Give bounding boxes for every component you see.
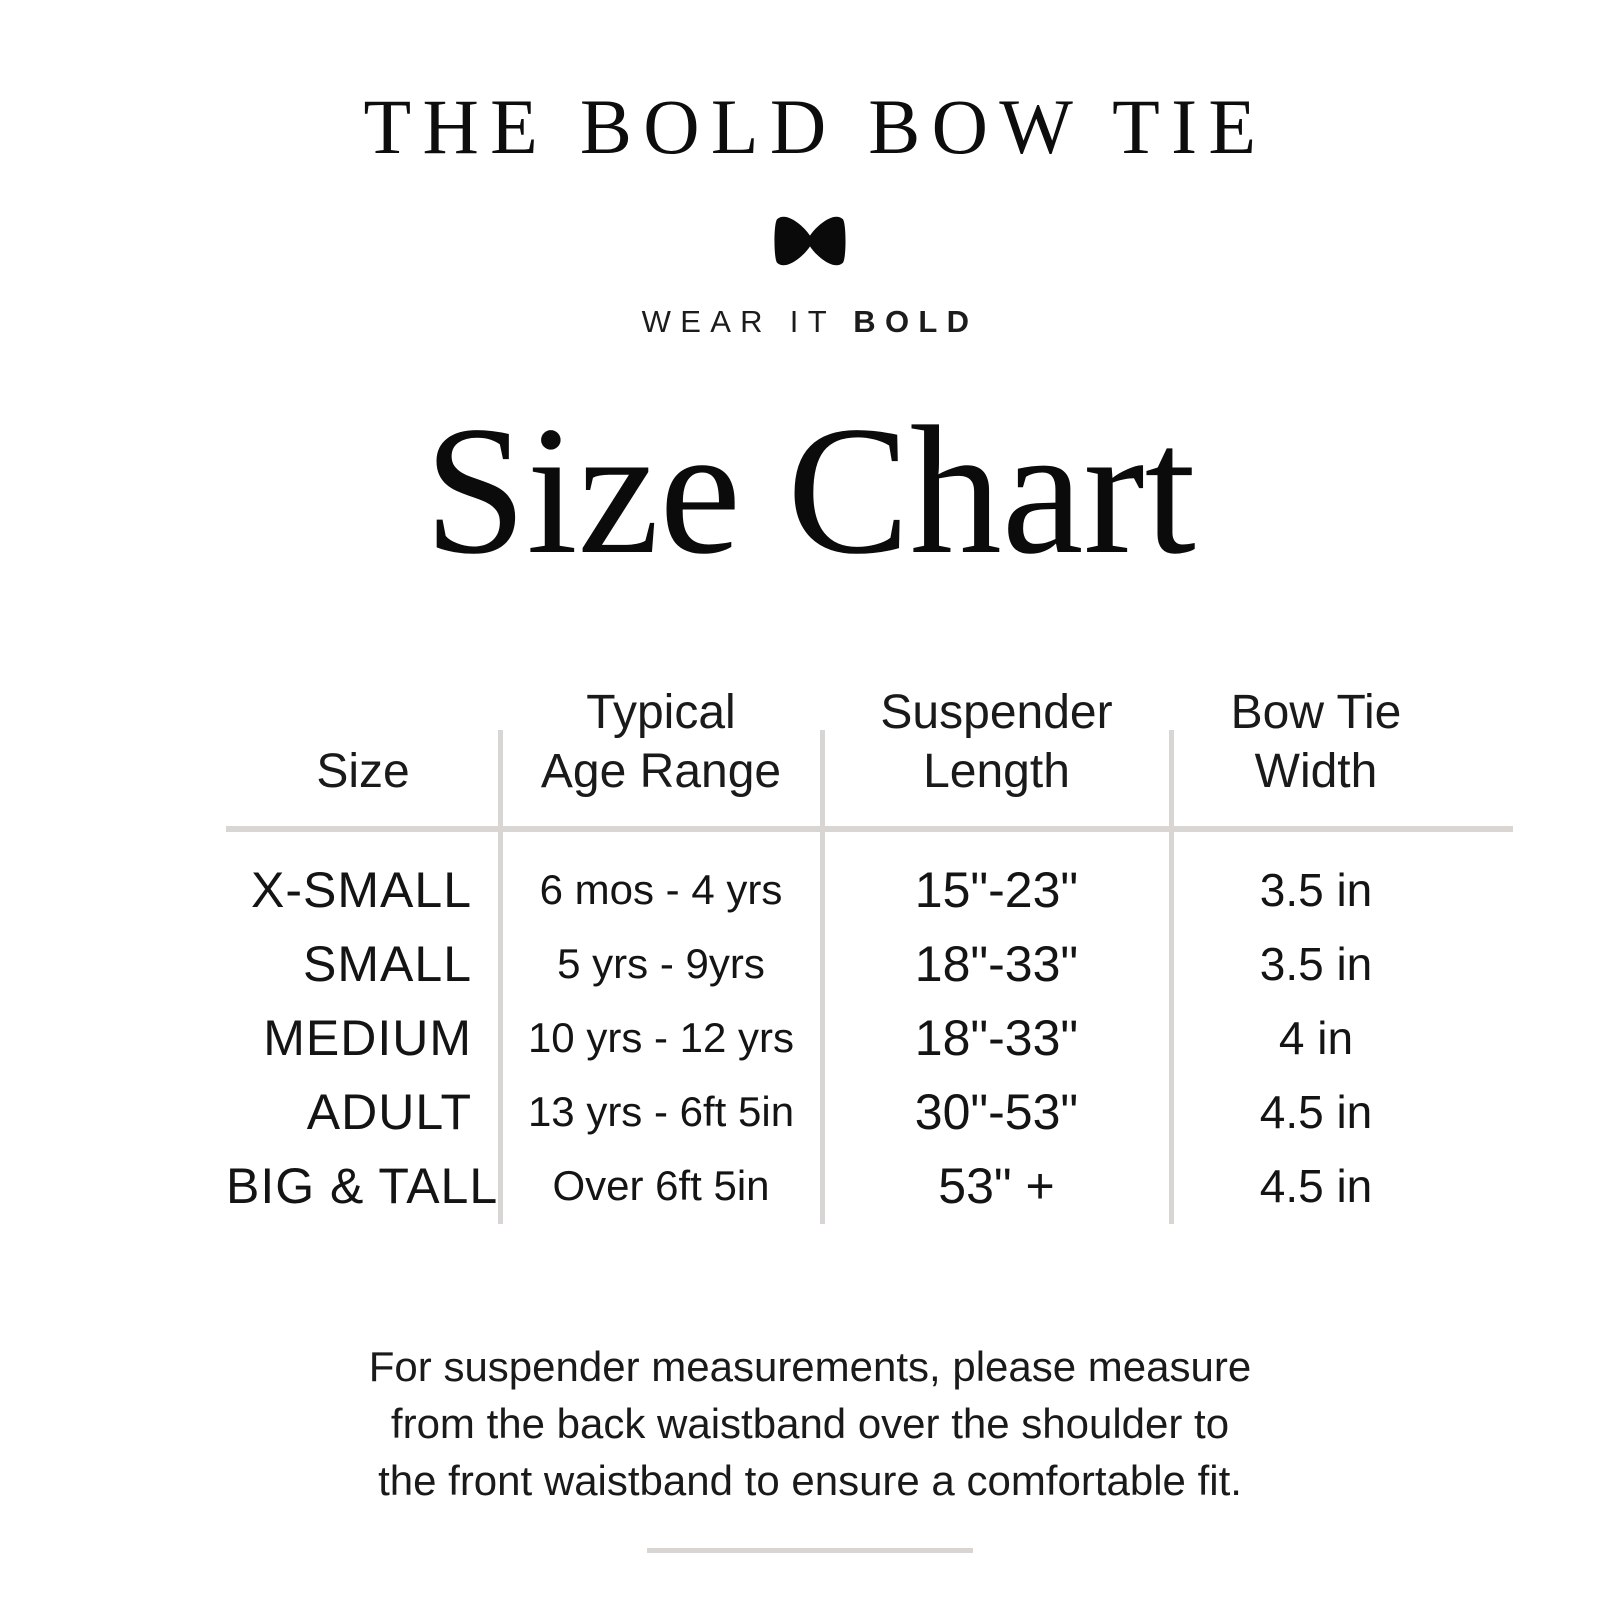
bottom-divider bbox=[647, 1548, 973, 1553]
bow-tie-width-cell: 4.5 in bbox=[1259, 1086, 1373, 1138]
bow-tie-width-cell: 3.5 in bbox=[1259, 864, 1373, 916]
bow-tie-width-cell: 4.5 in bbox=[1259, 1160, 1373, 1212]
bow-tie-width-cell: 3.5 in bbox=[1259, 938, 1373, 990]
size-cell: X-SMALL bbox=[251, 862, 472, 918]
table-body bbox=[226, 853, 1513, 1223]
table-row bbox=[226, 1001, 1513, 1075]
table-row bbox=[226, 853, 1513, 927]
table-row bbox=[226, 1075, 1513, 1149]
header-bow-tie-width bbox=[1171, 683, 1461, 826]
tagline-prefix: WEAR IT bbox=[641, 304, 836, 339]
note-line-3: the front waistband to ensure a comfortable fit. bbox=[378, 1457, 1242, 1504]
header-size: Size bbox=[316, 745, 410, 799]
suspender-length-cell: 18"-33" bbox=[914, 936, 1079, 992]
measurement-note bbox=[0, 1338, 1620, 1509]
age-range-cell: Over 6ft 5in bbox=[552, 1162, 770, 1209]
suspender-length-cell: 30"-53" bbox=[914, 1084, 1079, 1140]
header-width-line1: Bow Tie bbox=[1230, 685, 1402, 739]
size-cell: BIG & TALL bbox=[226, 1158, 499, 1214]
age-range-cell: 5 yrs - 9yrs bbox=[557, 940, 765, 987]
table-row bbox=[226, 1149, 1513, 1223]
age-range-cell: 13 yrs - 6ft 5in bbox=[527, 1088, 795, 1135]
header-suspender-length bbox=[822, 683, 1171, 826]
header-suspender-line1: Suspender bbox=[880, 685, 1113, 739]
suspender-length-cell: 18"-33" bbox=[914, 1010, 1079, 1066]
header-age-line1: Typical bbox=[586, 685, 736, 739]
table-header-row bbox=[226, 640, 1513, 826]
table-row bbox=[226, 927, 1513, 1001]
tagline-bold: BOLD bbox=[853, 304, 979, 339]
bow-tie-icon bbox=[772, 214, 848, 268]
suspender-length-cell: 53" + bbox=[938, 1158, 1055, 1214]
age-range-cell: 6 mos - 4 yrs bbox=[539, 866, 783, 913]
bow-tie-width-cell: 4 in bbox=[1278, 1012, 1354, 1064]
size-cell: ADULT bbox=[306, 1084, 472, 1140]
header-age-range bbox=[500, 683, 822, 826]
header-width-line2: Width bbox=[1254, 745, 1378, 799]
suspender-length-cell: 15"-23" bbox=[914, 862, 1079, 918]
note-line-2: from the back waistband over the shoulder to bbox=[390, 1400, 1230, 1447]
size-cell: SMALL bbox=[303, 936, 472, 992]
page-title: Size Chart bbox=[424, 388, 1196, 592]
header-age-line2: Age Range bbox=[540, 745, 782, 799]
brand-tagline bbox=[0, 304, 1620, 340]
size-table bbox=[226, 640, 1513, 1230]
header-divider bbox=[226, 826, 1513, 832]
age-range-cell: 10 yrs - 12 yrs bbox=[527, 1014, 795, 1061]
note-line-1: For suspender measurements, please measure bbox=[368, 1343, 1252, 1390]
brand-title: THE BOLD BOW TIE bbox=[363, 83, 1268, 170]
header-suspender-line2: Length bbox=[923, 745, 1070, 799]
size-cell: MEDIUM bbox=[263, 1010, 472, 1066]
